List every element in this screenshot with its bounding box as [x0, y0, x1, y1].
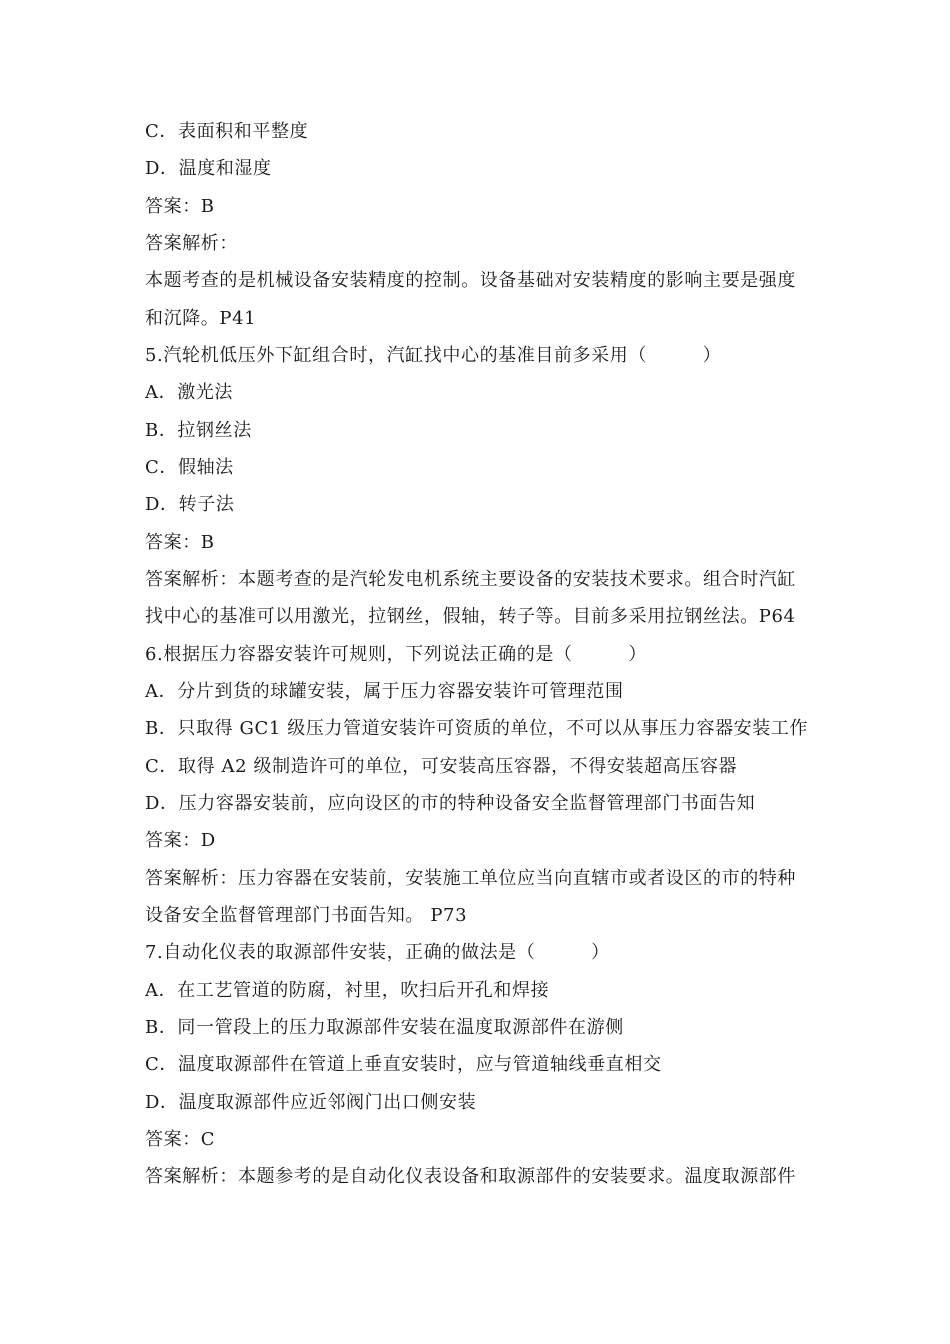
option-b-q6: B．只取得 GC1 级压力管道安装许可资质的单位，不可以从事压力容器安装工作	[145, 718, 809, 739]
option-d-q7: D．温度取源部件应近邻阀门出口侧安装	[145, 1092, 477, 1113]
option-a-q6: A．分片到货的球罐安装，属于压力容器安装许可管理范围	[145, 681, 624, 702]
option-b-q7: B．同一管段上的压力取源部件安装在温度取源部件在游侧	[145, 1017, 624, 1038]
option-d-q5: D．转子法	[145, 494, 235, 515]
explanation-label-q4: 答案解析：	[145, 233, 238, 254]
question-6: 6.根据压力容器安装许可规则，下列说法正确的是（ ）	[145, 644, 647, 665]
question-5: 5.汽轮机低压外下缸组合时，汽缸找中心的基准目前多采用（ ）	[145, 345, 722, 366]
option-c-q6: C．取得 A2 级制造许可的单位，可安装高压容器，不得安装超高压容器	[145, 756, 738, 777]
explanation-q4-line2: 和沉降。P41	[145, 308, 257, 329]
explanation-q6-line1: 答案解析：压力容器在安装前，安装施工单位应当向直辖市或者设区的市的特种	[145, 868, 796, 889]
option-b-q5: B．拉钢丝法	[145, 420, 252, 441]
option-a-q7: A．在工艺管道的防腐，衬里，吹扫后开孔和焊接	[145, 980, 550, 1001]
explanation-q4-line1: 本题考查的是机械设备安装精度的控制。设备基础对安装精度的影响主要是强度	[145, 270, 796, 291]
explanation-q7-line1: 答案解析：本题参考的是自动化仪表设备和取源部件的安装要求。温度取源部件	[145, 1166, 796, 1187]
answer-q6: 答案：D	[145, 830, 216, 851]
question-7: 7.自动化仪表的取源部件安装，正确的做法是（ ）	[145, 942, 610, 963]
answer-q4: 答案：B	[145, 196, 215, 217]
option-a-q5: A．激光法	[145, 382, 233, 403]
explanation-q5-line2: 找中心的基准可以用激光，拉钢丝，假轴，转子等。目前多采用拉钢丝法。P64	[145, 606, 796, 627]
option-d-q4: D．温度和湿度	[145, 158, 272, 179]
explanation-q5-line1: 答案解析：本题考查的是汽轮发电机系统主要设备的安装技术要求。组合时汽缸	[145, 569, 796, 590]
option-c-q5: C．假轴法	[145, 457, 234, 478]
answer-q5: 答案：B	[145, 532, 215, 553]
explanation-q6-line2: 设备安全监督管理部门书面告知。 P73	[145, 905, 468, 926]
answer-q7: 答案：C	[145, 1129, 216, 1150]
option-c-q7: C．温度取源部件在管道上垂直安装时，应与管道轴线垂直相交	[145, 1054, 662, 1075]
option-d-q6: D．压力容器安装前，应向设区的市的特种设备安全监督管理部门书面告知	[145, 793, 756, 814]
option-c-q4: C．表面积和平整度	[145, 121, 309, 142]
